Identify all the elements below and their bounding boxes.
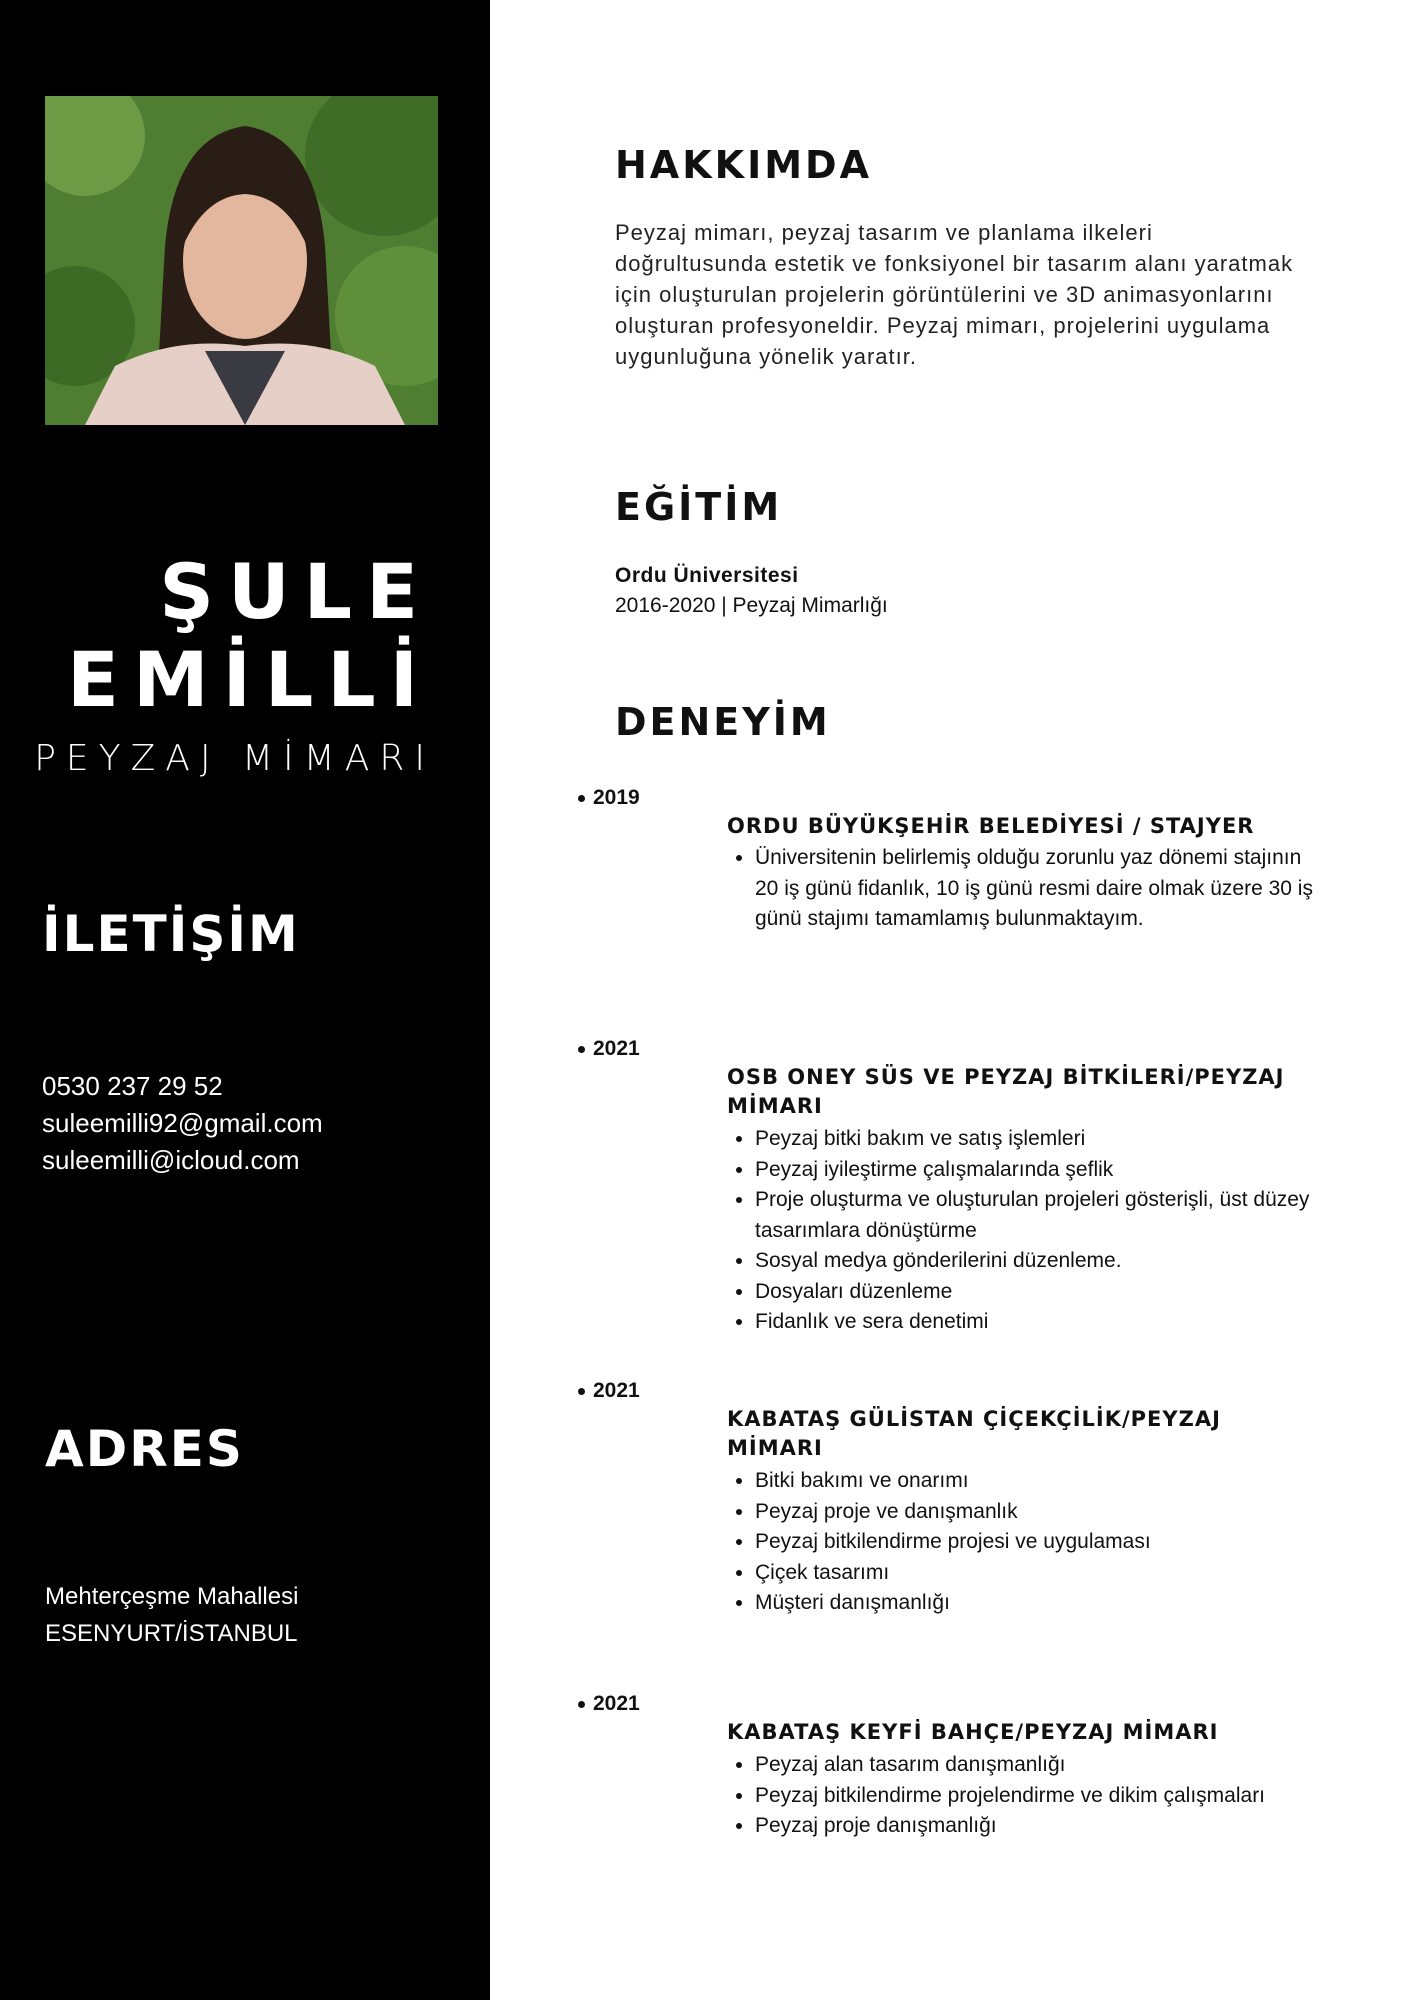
full-name bbox=[67, 548, 432, 724]
experience-year: 2019 bbox=[593, 786, 640, 809]
address-line-2: ESENYURT/İSTANBUL bbox=[45, 1620, 298, 1647]
experience-role: KABATAŞ KEYFİ BAHÇE/PEYZAJ MİMARI bbox=[727, 1720, 1219, 1744]
duty-item: • Bitki bakımı ve onarımı bbox=[755, 1466, 1315, 1497]
experience-duties bbox=[727, 843, 1315, 935]
duty-item: • Fidanlık ve sera denetimi bbox=[755, 1307, 1315, 1338]
experience-role: OSB ONEY SÜS VE PEYZAJ BİTKİLERİ/PEYZAJ MİMARI bbox=[727, 1065, 1285, 1118]
experience-duties bbox=[727, 1124, 1315, 1338]
email-secondary: suleemilli@icloud.com bbox=[42, 1145, 300, 1175]
experience-duties bbox=[727, 1466, 1315, 1619]
about-text: Peyzaj mimarı, peyzaj tasarım ve planlama ilkeleri doğrultusunda estetik ve fonksiyonel bir tasarım alanı yaratmak için oluşturulan projelerin görüntülerini ve 3D animasyonlarını oluşturan profesyoneldir. Peyzaj mimarı, projelerini uygulama uygunluğuna yönelik yaratır. bbox=[615, 220, 1294, 369]
job-title: PEYZAJ MİMARI bbox=[34, 738, 435, 779]
duty-item: • Müşteri danışmanlığı bbox=[755, 1588, 1315, 1619]
education-detail: 2016-2020 | Peyzaj Mimarlığı bbox=[615, 594, 888, 617]
education-school: Ordu Üniversitesi bbox=[615, 564, 799, 587]
about-heading: HAKKIMDA bbox=[615, 143, 873, 187]
contact-info bbox=[42, 1068, 323, 1179]
duty-item: • Peyzaj alan tasarım danışmanlığı bbox=[755, 1750, 1315, 1781]
contact-heading: İLETİŞİM bbox=[42, 905, 300, 963]
duty-item: • Dosyaları düzenleme bbox=[755, 1277, 1315, 1308]
experience-heading: DENEYİM bbox=[615, 700, 831, 744]
experience-year: 2021 bbox=[593, 1037, 640, 1060]
education-heading: EĞİTİM bbox=[615, 485, 783, 529]
duty-item: • Peyzaj bitki bakım ve satış işlemleri bbox=[755, 1124, 1315, 1155]
duty-item: • Üniversitenin belirlemiş olduğu zorunlu yaz dönemi stajının 20 iş günü fidanlık, 10 iş günü resmi daire olmak üzere 30 iş günü stajımı tamamlamış bulunmaktayım. bbox=[755, 843, 1315, 935]
first-name: ŞULE bbox=[159, 547, 432, 636]
duty-item: • Peyzaj proje danışmanlığı bbox=[755, 1811, 1315, 1842]
last-name: EMİLLİ bbox=[67, 635, 432, 724]
duty-item: • Peyzaj bitkilendirme projesi ve uygulaması bbox=[755, 1527, 1315, 1558]
experience-year: 2021 bbox=[593, 1692, 640, 1715]
duty-item: • Peyzaj bitkilendirme projelendirme ve dikim çalışmaları bbox=[755, 1781, 1315, 1812]
profile-photo bbox=[45, 96, 438, 425]
address-info bbox=[45, 1578, 298, 1652]
address-line-1: Mehterçeşme Mahallesi bbox=[45, 1583, 299, 1610]
duty-item: • Sosyal medya gönderilerini düzenleme. bbox=[755, 1246, 1315, 1277]
duty-item: • Peyzaj iyileştirme çalışmalarında şeflik bbox=[755, 1155, 1315, 1186]
experience-role: ORDU BÜYÜKŞEHİR BELEDİYESİ / STAJYER bbox=[727, 814, 1255, 838]
experience-duties bbox=[727, 1750, 1315, 1842]
sidebar bbox=[0, 0, 490, 2000]
phone-number: 0530 237 29 52 bbox=[42, 1071, 223, 1101]
duty-item: • Proje oluşturma ve oluşturulan projeleri gösterişli, üst düzey tasarımlara dönüştürme bbox=[755, 1185, 1315, 1246]
experience-role: KABATAŞ GÜLİSTAN ÇİÇEKÇİLİK/PEYZAJ MİMARI bbox=[727, 1407, 1221, 1460]
duty-item: • Peyzaj proje ve danışmanlık bbox=[755, 1497, 1315, 1528]
email-primary: suleemilli92@gmail.com bbox=[42, 1108, 323, 1138]
experience-year: 2021 bbox=[593, 1379, 640, 1402]
address-heading: ADRES bbox=[45, 1420, 244, 1478]
duty-item: • Çiçek tasarımı bbox=[755, 1558, 1315, 1589]
